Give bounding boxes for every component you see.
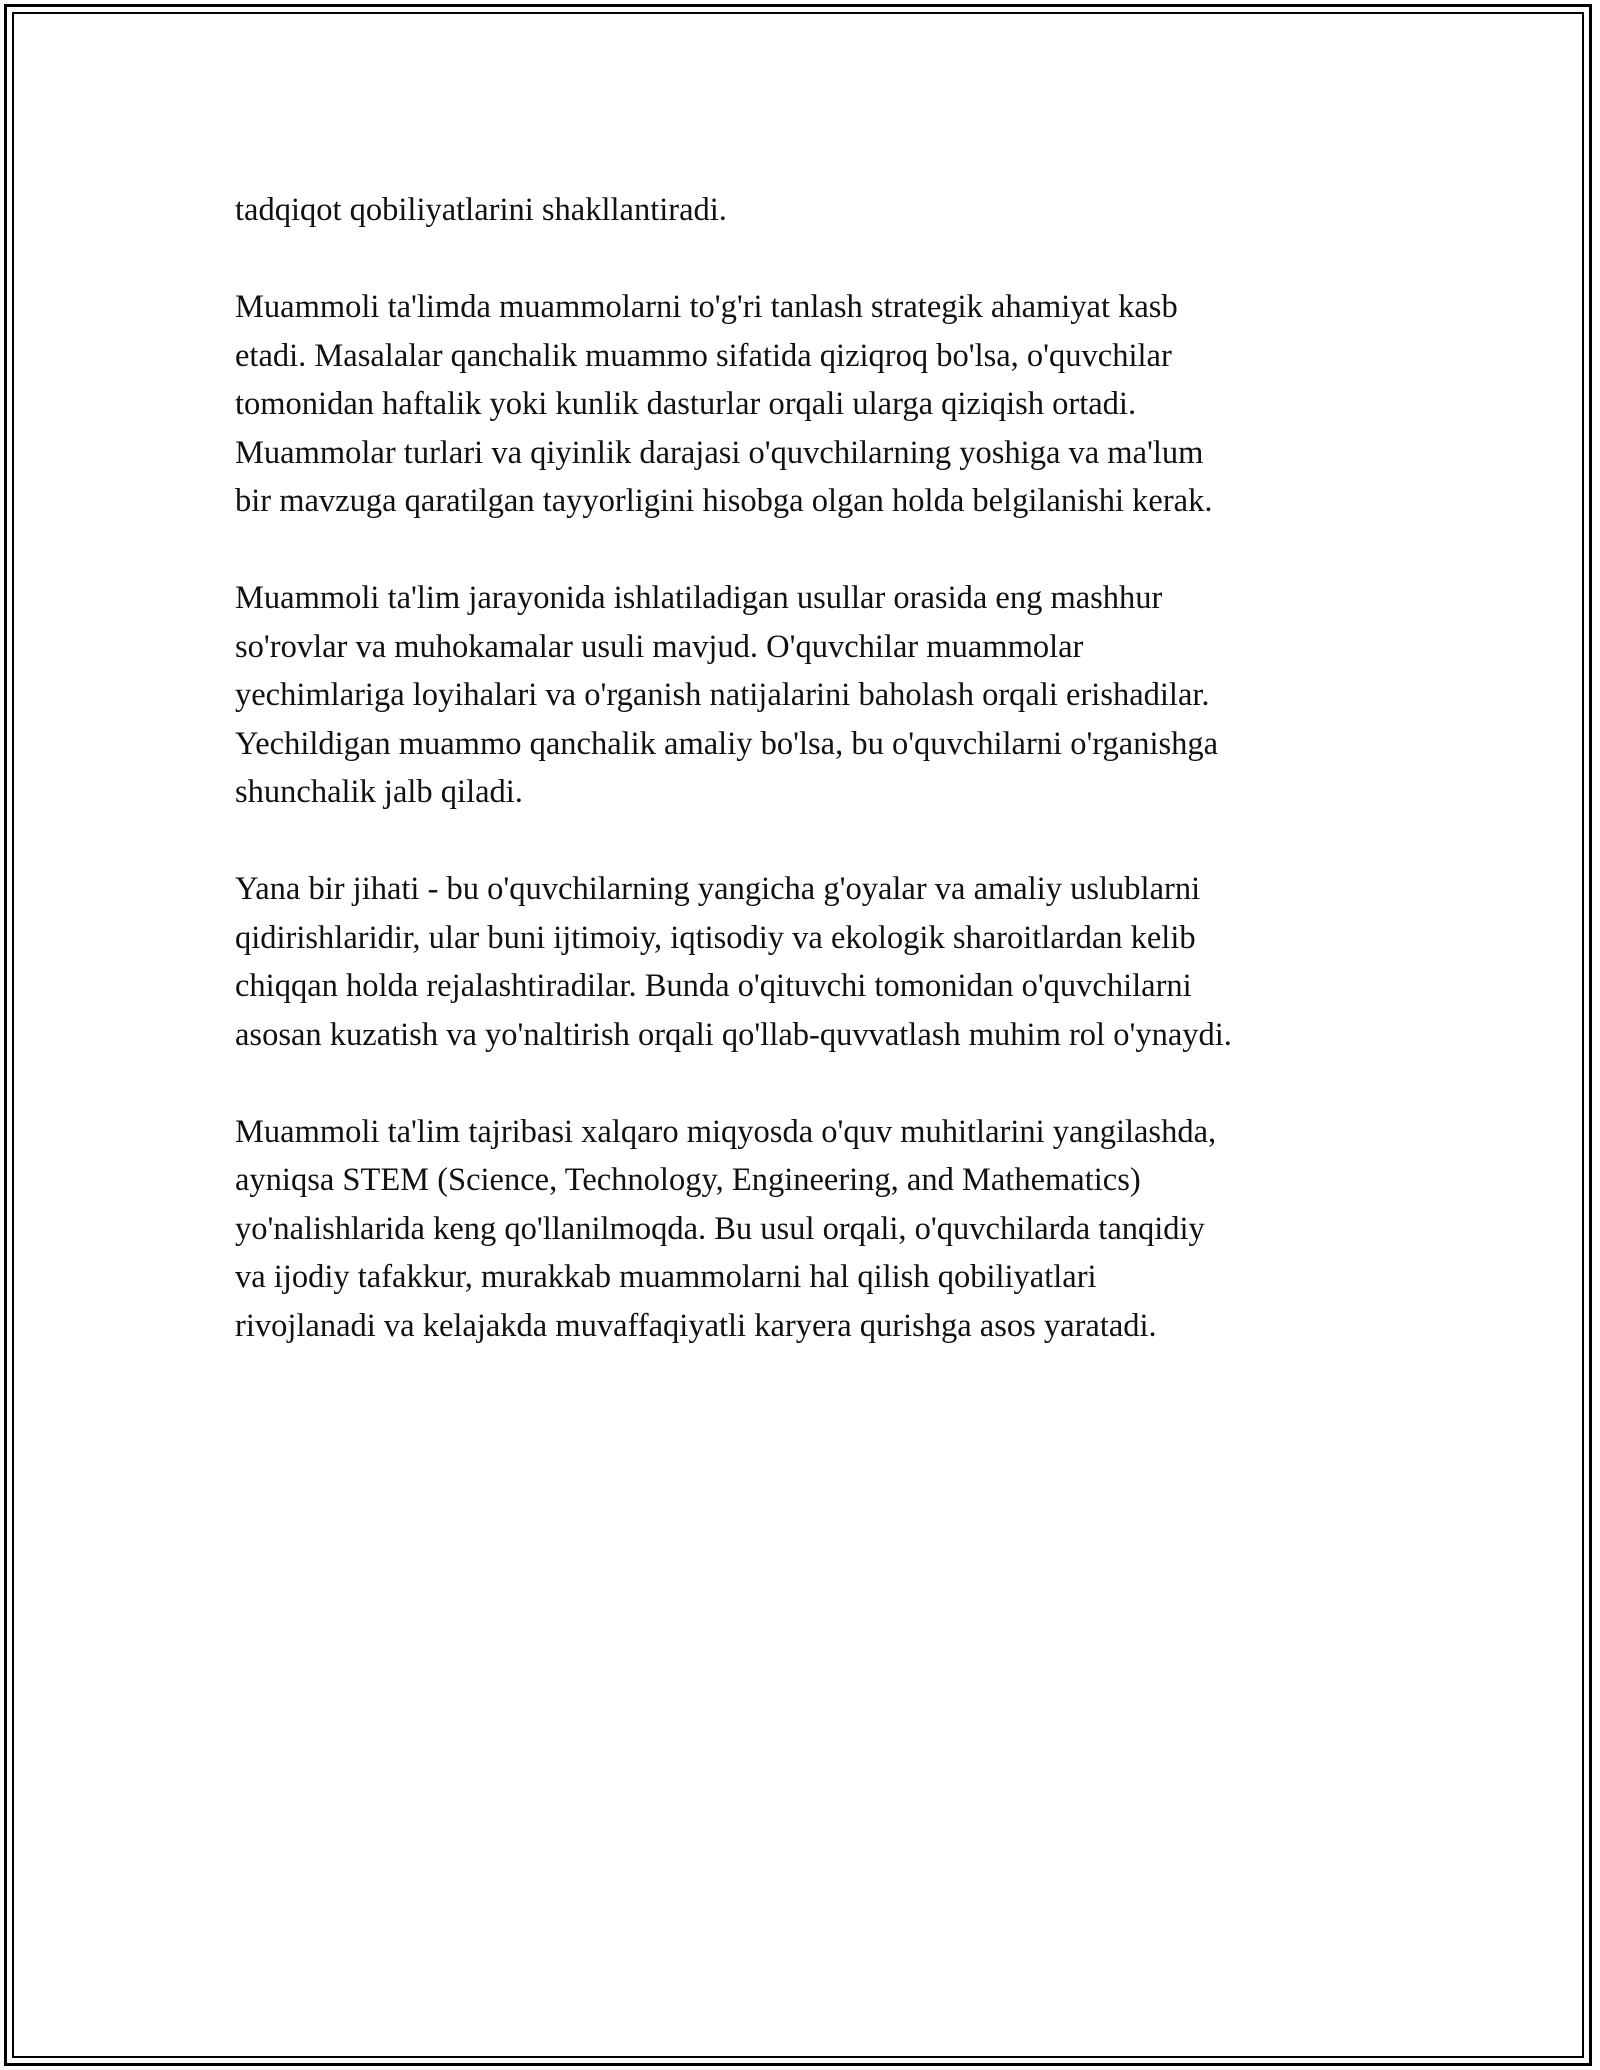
paragraph-2: [235, 283, 1415, 526]
text-line: Yechildigan muammo qanchalik amaliy bo'lsa, bu o'quvchilarni o'rganishga: [235, 725, 1219, 762]
text-line: etadi. Masalalar qanchalik muammo sifatida qiziqroq bo'lsa, o'quvchilar: [235, 337, 1172, 374]
text-line: rivojlanadi va kelajakda muvaffaqiyatli karyera qurishga asos yaratadi.: [235, 1307, 1157, 1344]
text-line: tomonidan haftalik yoki kunlik dasturlar orqali ularga qiziqish ortadi.: [235, 386, 1137, 422]
text-line: Yana bir jihati - bu o'quvchilarning yangicha g'oyalar va amaliy uslublarni: [235, 871, 1201, 907]
paragraph-3: [235, 574, 1415, 817]
text-line: ayniqsa STEM (Science, Technology, Engineering, and Mathematics): [235, 1162, 1141, 1198]
text-line: va ijodiy tafakkur, murakkab muammolarni hal qilish qobiliyatlari: [235, 1259, 1097, 1295]
text-line: qidirishlaridir, ular buni ijtimoiy, iqtisodiy va ekologik sharoitlardan kelib: [235, 919, 1196, 956]
text-line: so'rovlar va muhokamalar usuli mavjud. O'quvchilar muammolar: [235, 628, 1084, 665]
paragraph-1: [235, 186, 1415, 235]
text-line: Muammoli ta'lim jarayonida ishlatiladigan usullar orasida eng mashhur: [235, 580, 1163, 616]
text-line: yo'nalishlarida keng qo'llanilmoqda. Bu usul orqali, o'quvchilarda tanqidiy: [235, 1210, 1205, 1247]
document-body: [235, 186, 1415, 1399]
text-line: chiqqan holda rejalashtiradilar. Bunda o'qituvchi tomonidan o'quvchilarni: [235, 968, 1192, 1004]
text-line: shunchalik jalb qiladi.: [235, 774, 523, 810]
text-line: asosan kuzatish va yo'naltirish orqali qo'llab-quvvatlash muhim rol o'ynaydi.: [235, 1016, 1232, 1053]
paragraph-5: [235, 1108, 1415, 1351]
paragraph-4: [235, 865, 1415, 1059]
text-line: tadqiqot qobiliyatlarini shakllantiradi.: [235, 192, 727, 228]
text-line: yechimlariga loyihalari va o'rganish natijalarini baholash orqali erishadilar.: [235, 677, 1210, 713]
text-line: Muammoli ta'limda muammolarni to'g'ri tanlash strategik ahamiyat kasb: [235, 289, 1178, 325]
text-line: Muammoli ta'lim tajribasi xalqaro miqyosda o'quv muhitlarini yangilashda,: [235, 1113, 1217, 1150]
text-line: Muammolar turlari va qiyinlik darajasi o'quvchilarning yoshiga va ma'lum: [235, 434, 1204, 471]
text-line: bir mavzuga qaratilgan tayyorligini hisobga olgan holda belgilanishi kerak.: [235, 483, 1213, 519]
